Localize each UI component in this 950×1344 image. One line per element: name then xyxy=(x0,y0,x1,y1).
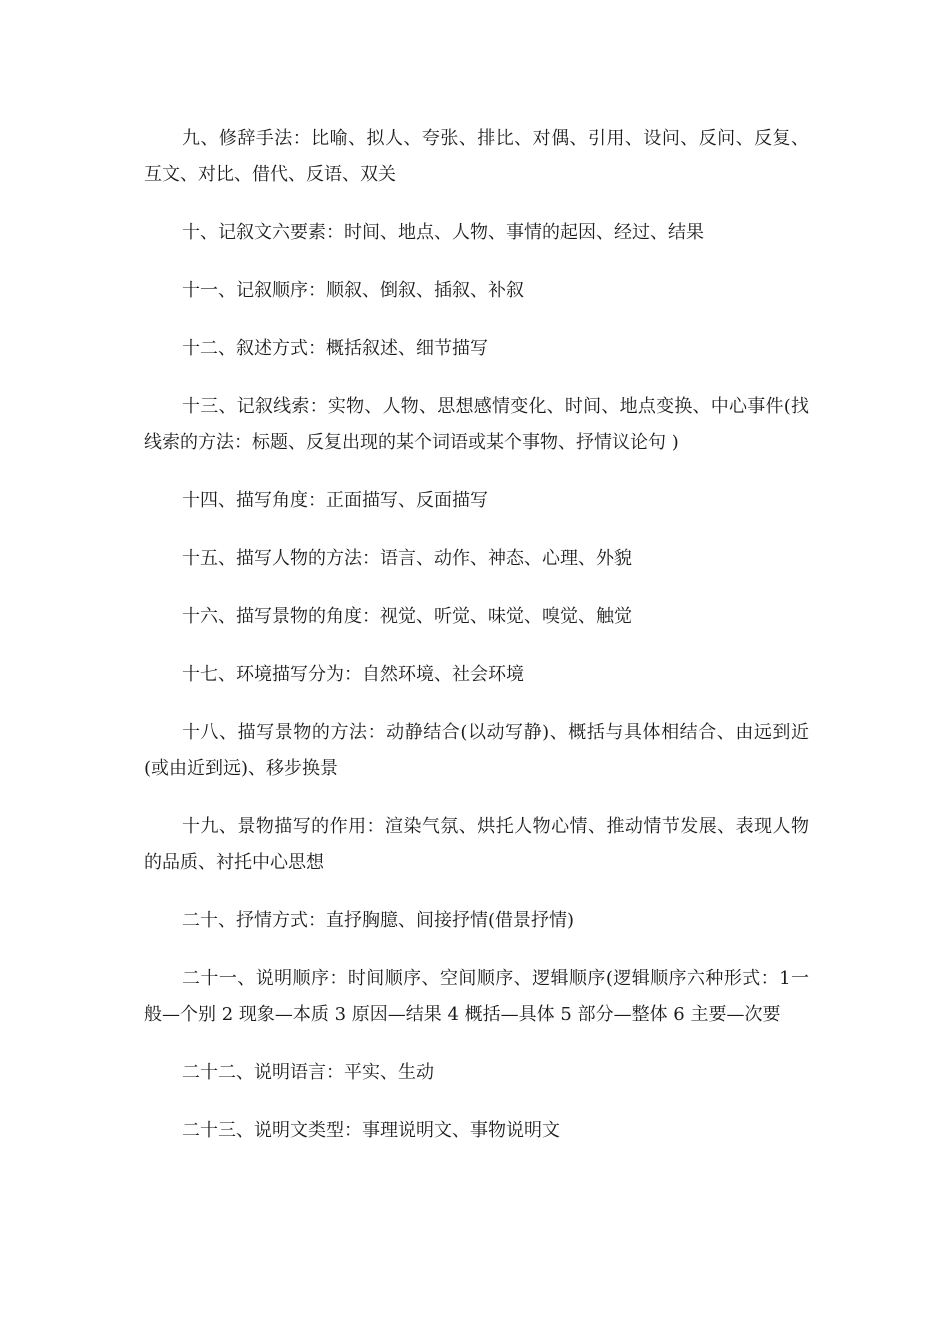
paragraph-21-explanation-order: 二十一、说明顺序：时间顺序、空间顺序、逻辑顺序(逻辑顺序六种形式：1一般—个别 2 现象—本质 3 原因—结果 4 概括—具体 5 部分—整体 6 主要—次要 xyxy=(144,968,809,1025)
paragraph-15-character-description: 十五、描写人物的方法：语言、动作、神态、心理、外貌 xyxy=(182,548,632,569)
document-body xyxy=(144,121,809,1171)
paragraph-20-lyric-mode: 二十、抒情方式：直抒胸臆、间接抒情(借景抒情) xyxy=(182,910,575,931)
paragraph-23-expository-type: 二十三、说明文类型：事理说明文、事物说明文 xyxy=(182,1120,560,1141)
paragraph-18-scenery-method: 十八、描写景物的方法：动静结合(以动写静)、概括与具体相结合、由远到近(或由近到远)、移步换景 xyxy=(144,722,809,779)
paragraph-17-environment: 十七、环境描写分为：自然环境、社会环境 xyxy=(182,664,524,685)
paragraph-10-narrative-elements: 十、记叙文六要素：时间、地点、人物、事情的起因、经过、结果 xyxy=(182,222,704,243)
paragraph-14-description-angle: 十四、描写角度：正面描写、反面描写 xyxy=(182,490,488,511)
paragraph-13-narrative-clue: 十三、记叙线索：实物、人物、思想感情变化、时间、地点变换、中心事件(找线索的方法：标题、反复出现的某个词语或某个事物、抒情议论句 ) xyxy=(144,396,809,453)
paragraph-11-narrative-order: 十一、记叙顺序：顺叙、倒叙、插叙、补叙 xyxy=(182,280,524,301)
paragraph-19-scenery-function: 十九、景物描写的作用：渲染气氛、烘托人物心情、推动情节发展、表现人物的品质、衬托中心思想 xyxy=(144,816,809,873)
paragraph-16-scenery-angle: 十六、描写景物的角度：视觉、听觉、味觉、嗅觉、触觉 xyxy=(182,606,632,627)
paragraph-12-narration-mode: 十二、叙述方式：概括叙述、细节描写 xyxy=(182,338,488,359)
paragraph-22-explanation-language: 二十二、说明语言：平实、生动 xyxy=(182,1062,434,1083)
paragraph-9-rhetoric: 九、修辞手法：比喻、拟人、夸张、排比、对偶、引用、设问、反问、反复、互文、对比、借代、反语、双关 xyxy=(144,128,809,185)
